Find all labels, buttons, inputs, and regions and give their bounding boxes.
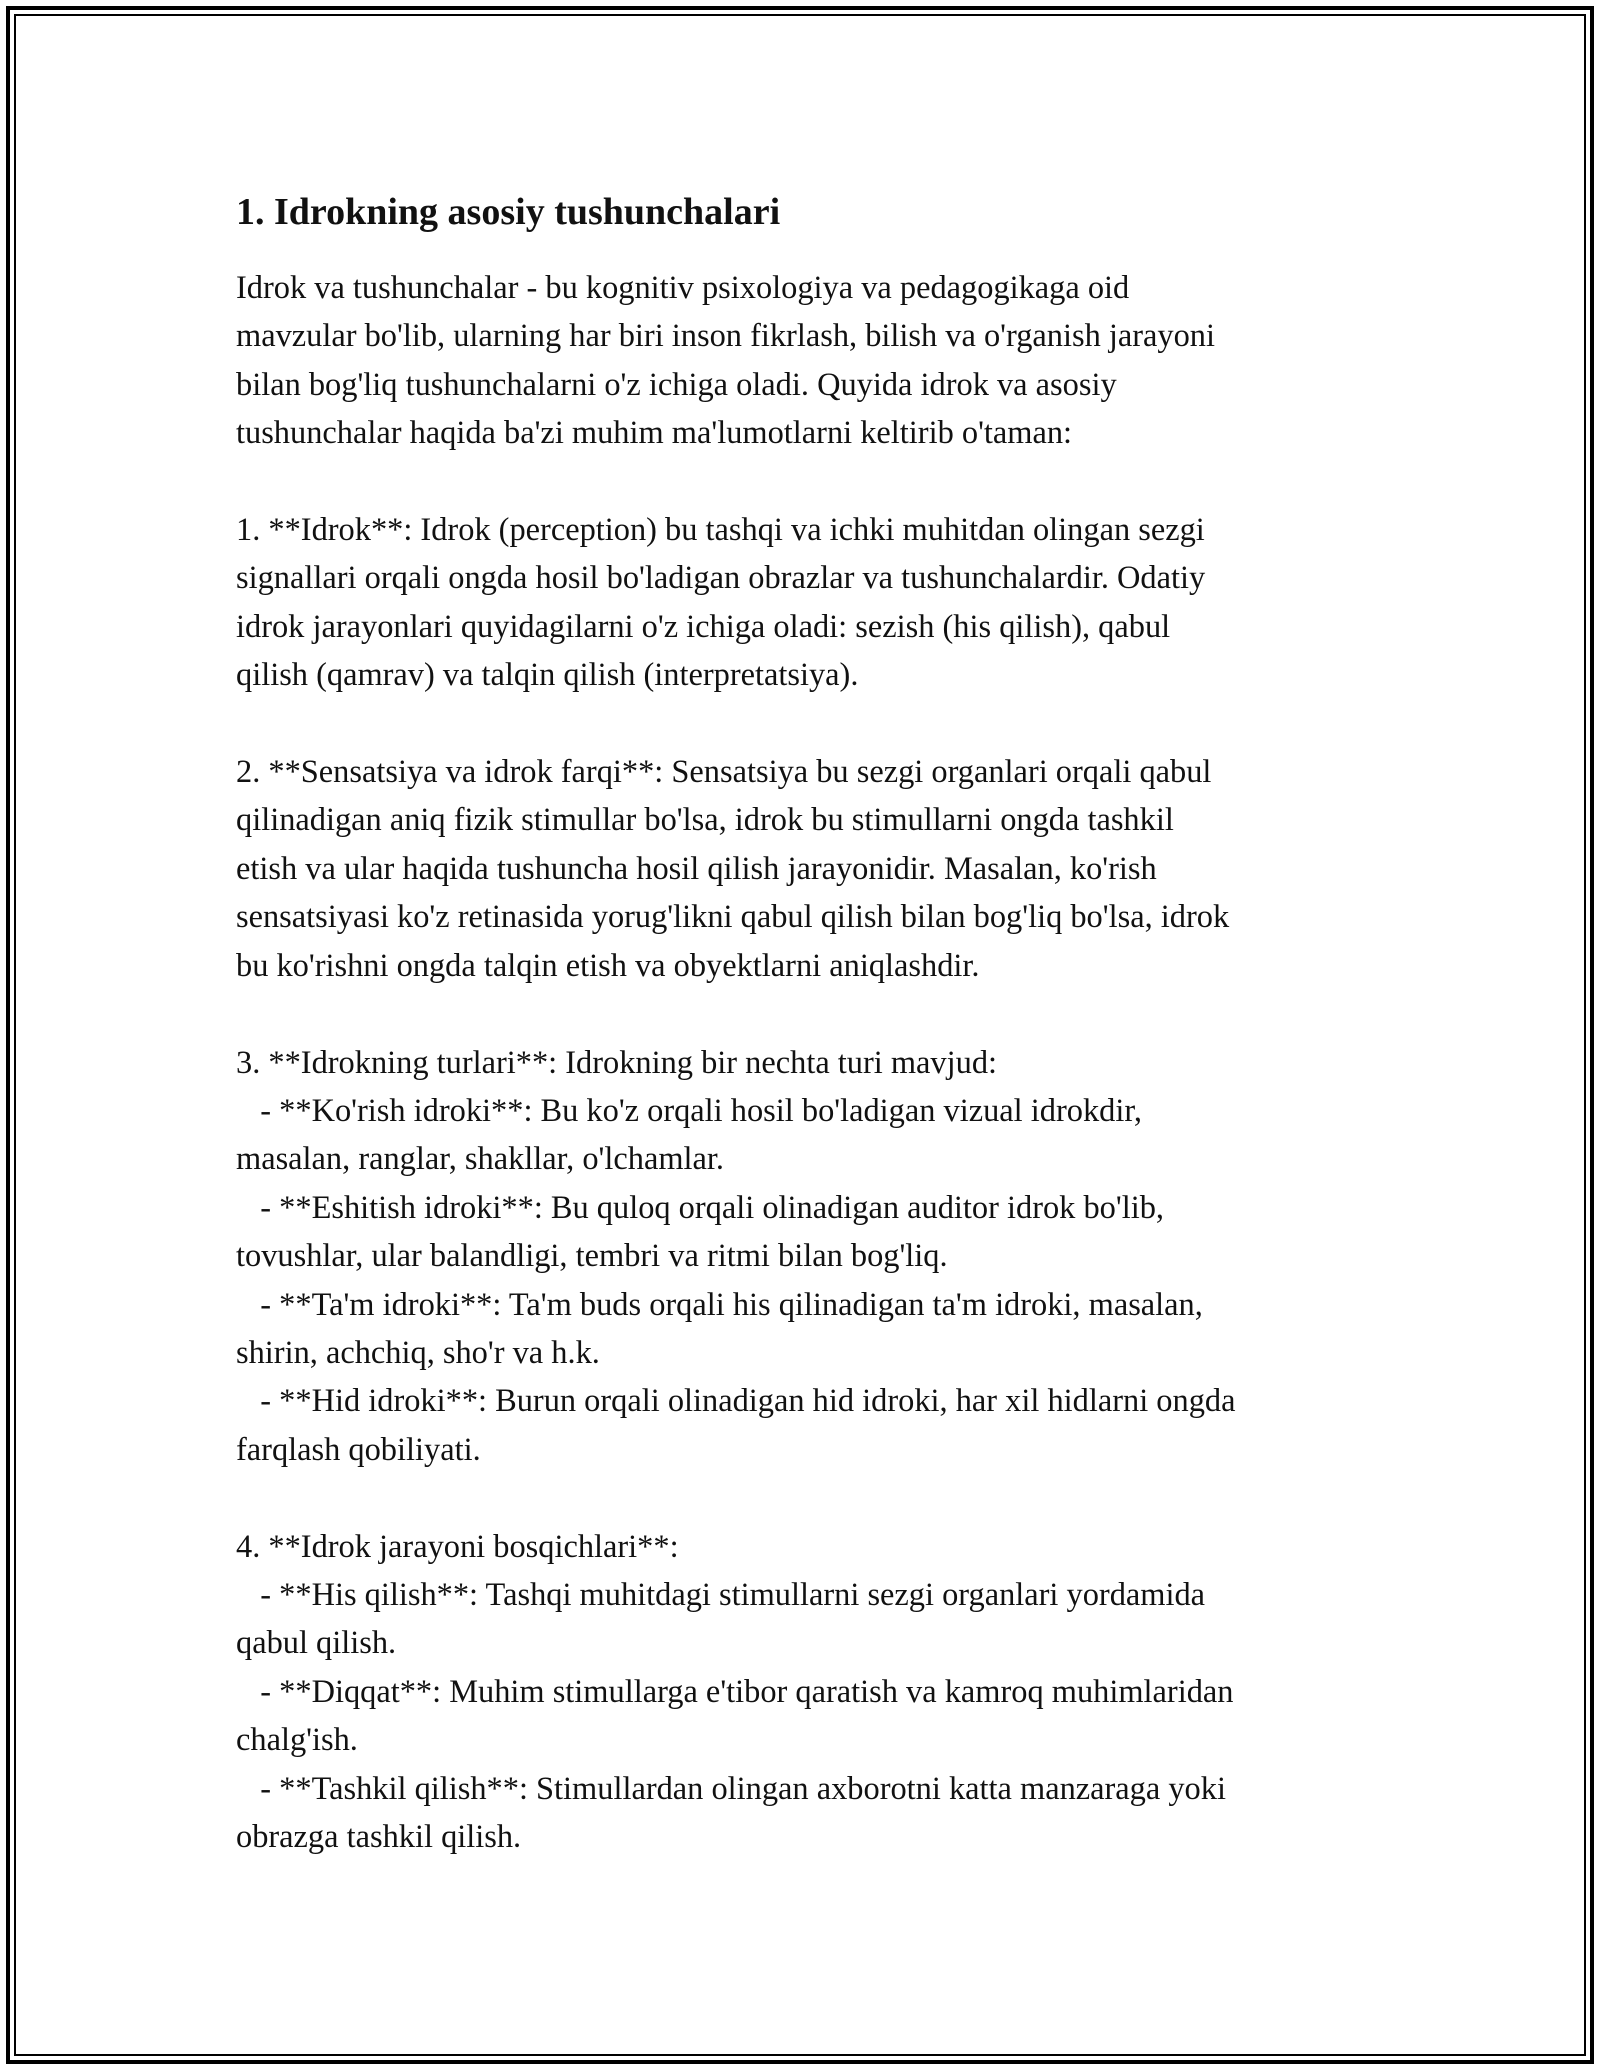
section-heading: 1. Idrokning asosiy tushunchalari bbox=[236, 191, 781, 233]
document-content bbox=[236, 188, 1376, 1861]
section-body-text: Idrok va tushunchalar - bu kognitiv psixologiya va pedagogikaga oid mavzular bo'lib, ularning har biri inson fikrlash, bilish va o'rganish jarayoni bilan bog'liq tushunchalarni o'z ichiga oladi. Quyida idrok va asosiy tushunchalar haqida ba'zi muhim ma'lumotlarni keltirib o'taman: 1. **Idrok**: Idrok (perception) bu tashqi va ichki muhitdan olingan sezgi signallari orqali ongda hosil bo'ladigan obrazlar va tushunchalardir. Odatiy idrok jarayonlari quyidagilarni o'z ichiga oladi: sezish (his qilish), qabul qilish (qamrav) va talqin qilish (interpretatsiya). 2. **Sensatsiya va idrok farqi**: Sensatsiya bu sezgi organlari orqali qabul qilinadigan aniq fizik stimullar bo'lsa, idrok bu stimullarni ongda tashkil etish va ular haqida tushuncha hosil qilish jarayonidir. Masalan, ko'rish sensatsiyasi ko'z retinasida yorug'likni qabul qilish bilan bog'liq bo'lsa, idrok bu ko'rishni ongda talqin etish va obyektlarni aniqlashdir. 3. **Idrokning turlari**: Idrokning bir nechta turi mavjud: - **Ko'rish idroki**: Bu ko'z orqali hosil bo'ladigan vizual idrokdir, masalan, ranglar, shakllar, o'lchamlar. - **Eshitish idroki**: Bu quloq orqali olinadigan auditor idrok bo'lib, tovushlar, ular balandligi, tembri va ritmi bilan bog'liq. - **Ta'm idroki**: Ta'm buds orqali his qilinadigan ta'm idroki, masalan, shirin, achchiq, sho'r va h.k. - **Hid idroki**: Burun orqali olinadigan hid idroki, har xil hidlarni ongda farqlash qobiliyati. 4. **Idrok jarayoni bosqichlari**: - **His qilish**: Tashqi muhitdagi stimullarni sezgi organlari yordamida qabul qilish. - **Diqqat**: Muhim stimullarga e'tibor qaratish va kamroq muhimlaridan chalg'ish. - **Tashkil qilish**: Stimullardan olingan axborotni katta manzaraga yoki obrazga tashkil qilish. bbox=[236, 270, 1236, 1855]
